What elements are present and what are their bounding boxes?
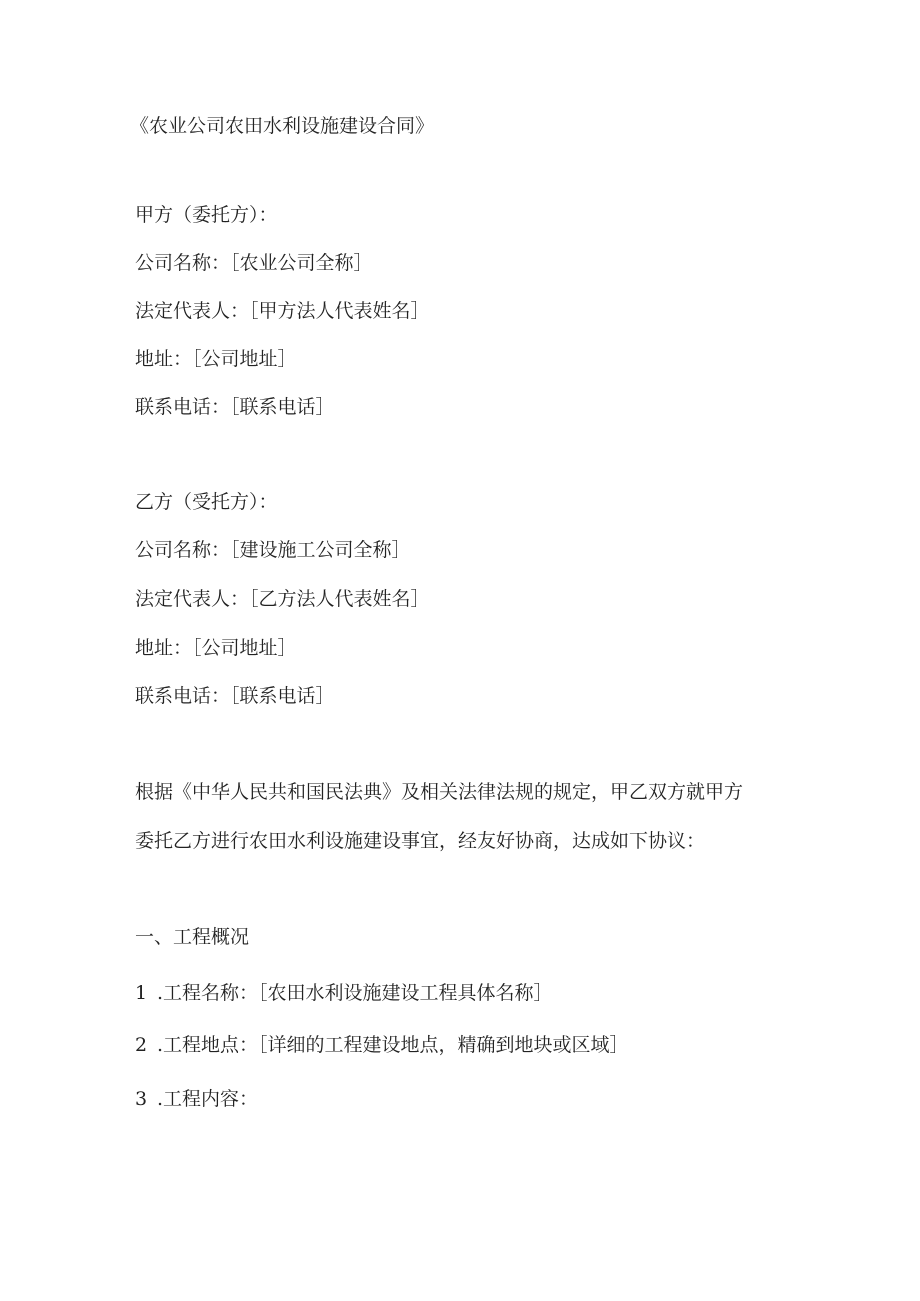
preamble-line-2: 委托乙方进行农田水利设施建设事宜，经友好协商，达成如下协议： [135, 830, 706, 852]
party-b-phone: 联系电话：［联系电话］ [135, 685, 335, 707]
section-1-item [135, 1087, 258, 1111]
party-b-address: 地址：［公司地址］ [135, 637, 297, 659]
item-text: .工程地点：［详细的工程建设地点，精确到地块或区域］ [157, 1034, 629, 1056]
party-b-company: 公司名称：［建设施工公司全称］ [135, 539, 411, 561]
item-number: 1 [135, 982, 148, 1004]
party-a-legal-rep: 法定代表人：［甲方法人代表姓名］ [135, 300, 430, 322]
item-text: .工程内容： [157, 1088, 259, 1110]
section-1-item [135, 981, 553, 1005]
document-title: 《农业公司农田水利设施建设合同》 [130, 115, 435, 137]
party-b-heading: 乙方（受托方）： [135, 491, 278, 513]
party-a-company: 公司名称：［农业公司全称］ [135, 252, 373, 274]
preamble-line-1: 根据《中华人民共和国民法典》及相关法律法规的规定，甲乙双方就甲方 [135, 781, 744, 803]
party-b-legal-rep: 法定代表人：［乙方法人代表姓名］ [135, 588, 430, 610]
party-a-heading: 甲方（委托方）： [135, 204, 278, 226]
item-text: .工程名称：［农田水利设施建设工程具体名称］ [157, 982, 553, 1004]
party-a-address: 地址：［公司地址］ [135, 348, 297, 370]
item-number: 2 [135, 1034, 148, 1056]
section-1-item [135, 1033, 629, 1057]
party-a-phone: 联系电话：［联系电话］ [135, 396, 335, 418]
item-number: 3 [135, 1088, 148, 1110]
section-1-heading: 一、工程概况 [135, 926, 250, 948]
